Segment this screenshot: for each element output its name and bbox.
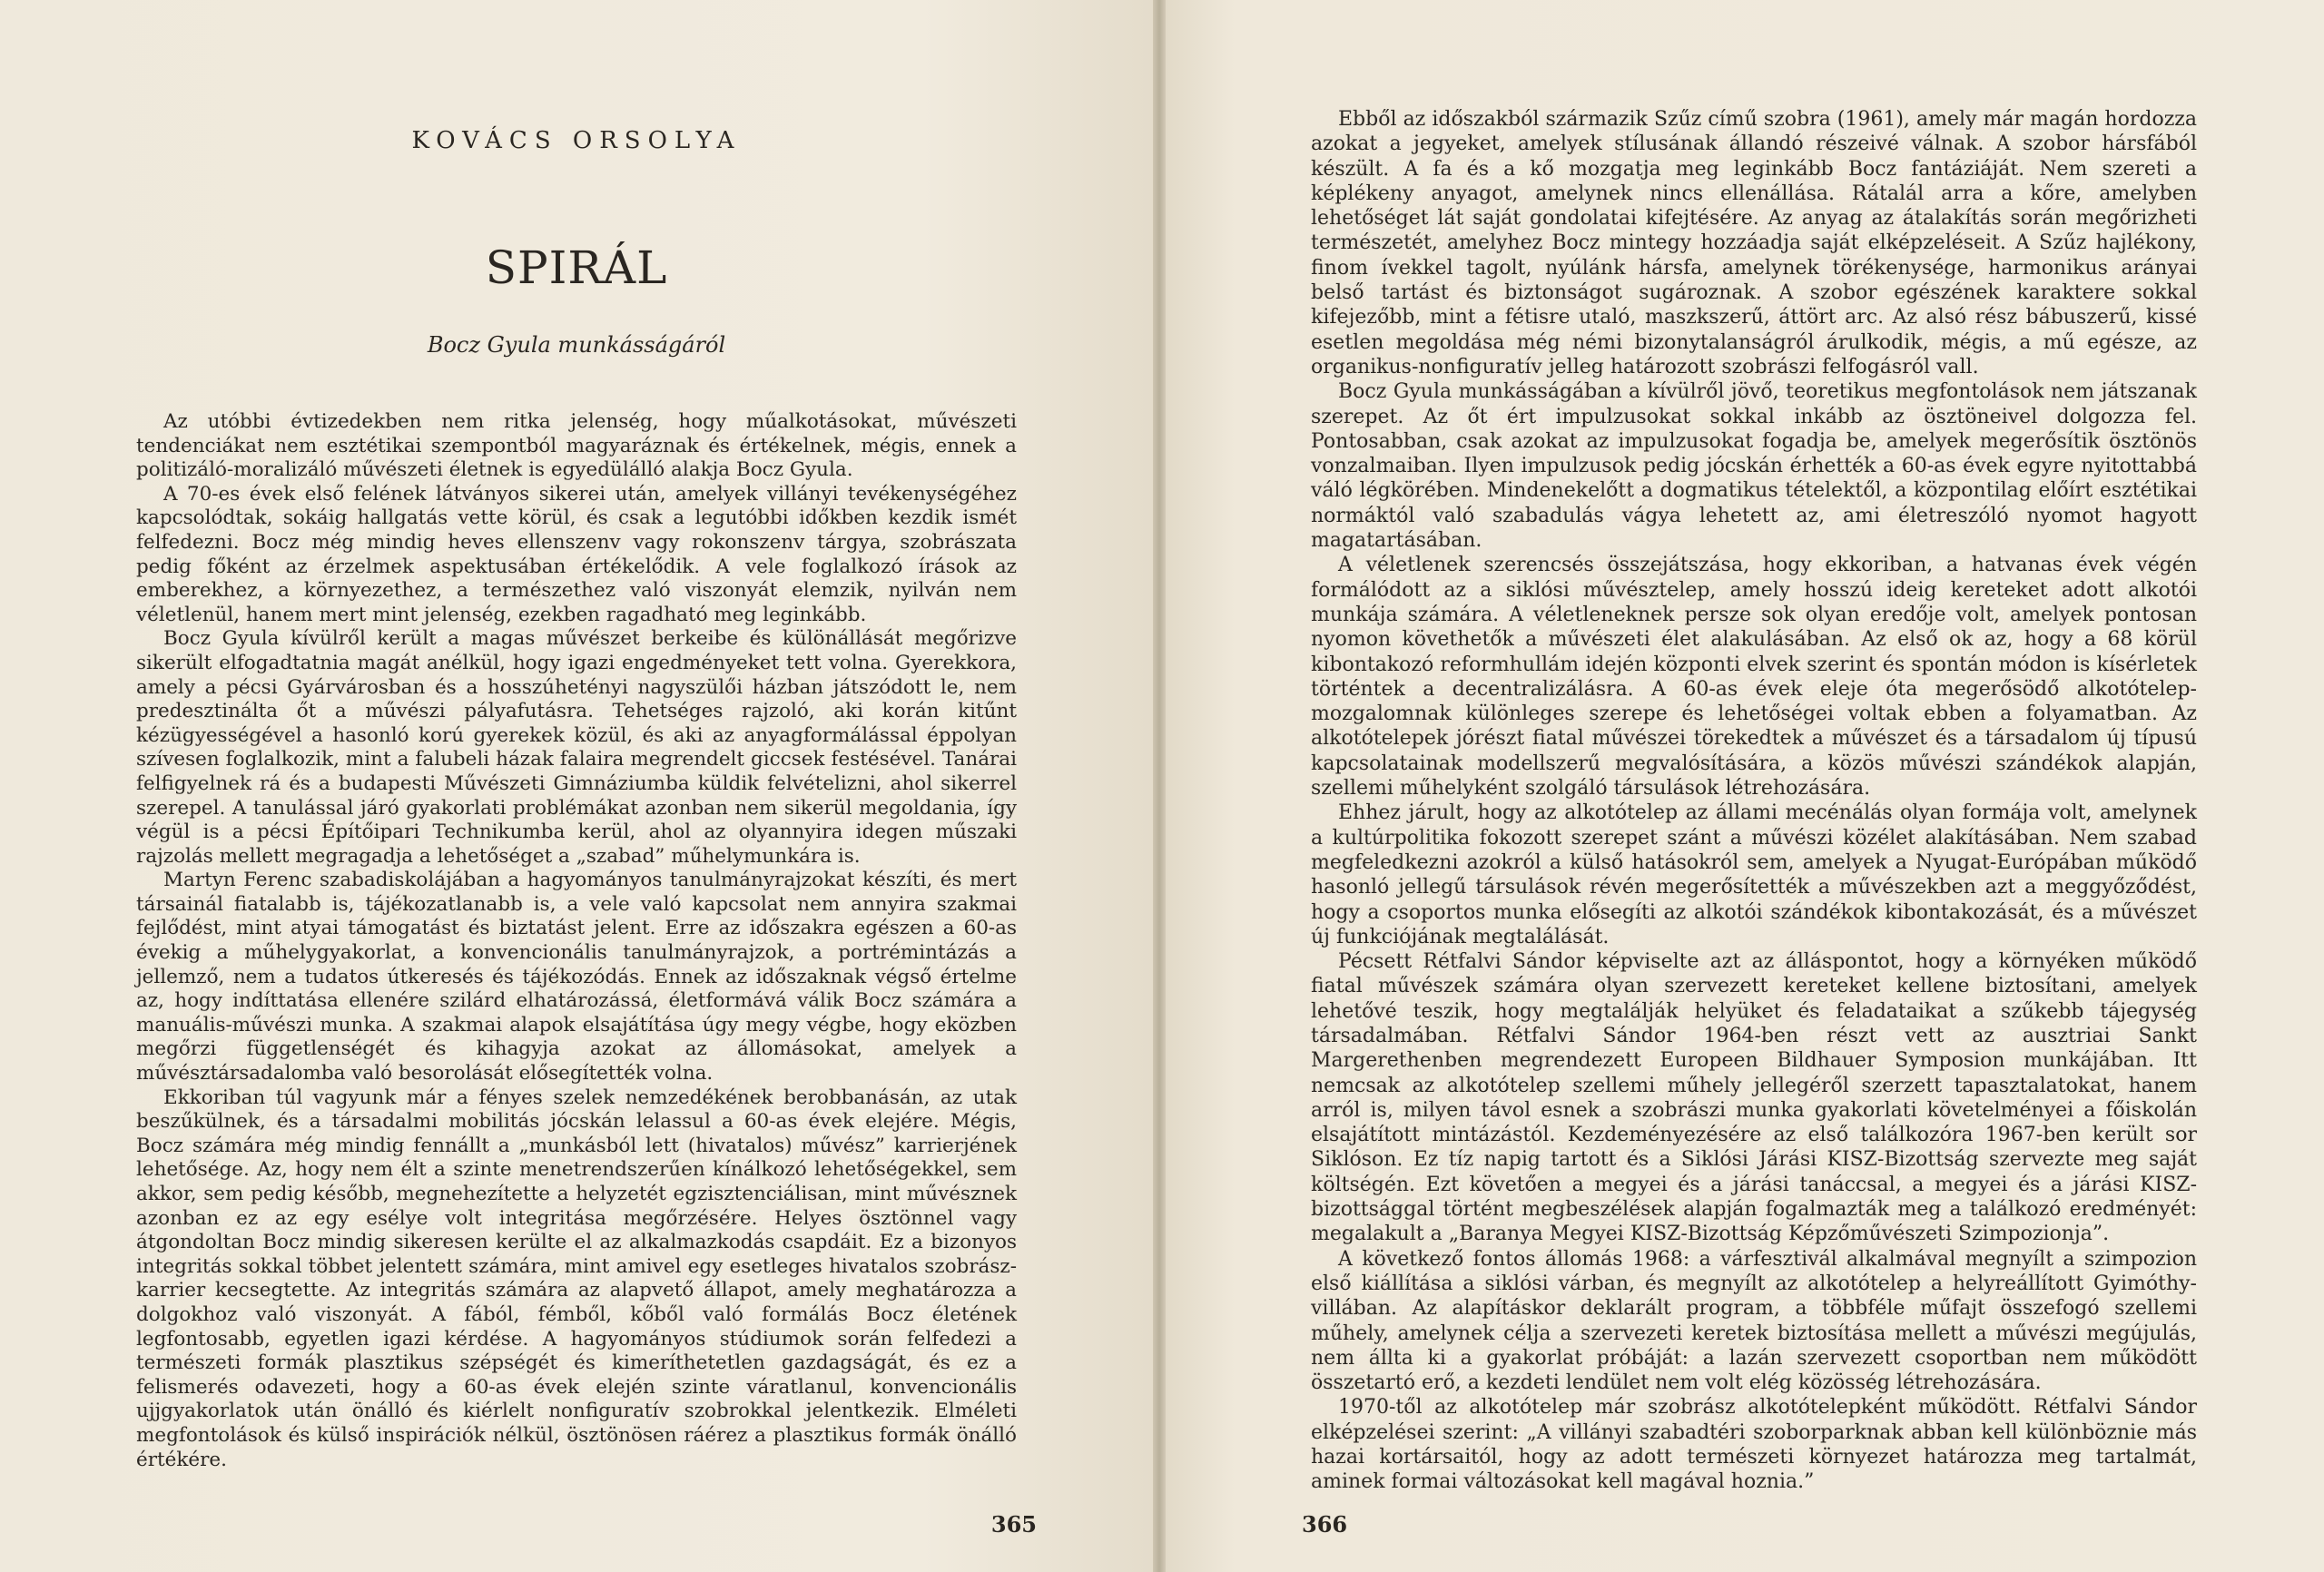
paragraph: A véletlenek szerencsés összejátszása, hogy ekkoriban, a hatvanas évek végén formálódott az a siklósi művésztelep, amely hosszú ideig kereteket adott alkotói munkája számára. A véletleneknek persze sok olyan eredője volt, amelyek pontosan nyomon követhetők a művészeti élet alakulásában. Az első ok az, hogy a 68 körül kibontakozó reformhullám idején központi elvek szerint és spontán módon is kísérletek történtek a decentralizálásra. A 60-as évek eleje óta megerősödő alkotótelep-mozgalomnak különleges szerepe és lehetőségei voltak ebben a folyamatban. Az alkotótelepek jórészt fiatal művészei törekedtek a művészet és a társadalom új típusú kapcsolatainak modellszerű megvalósítására, a közös művészi szándékok alapján, szellemi műhelyként szolgáló társulások létrehozására. <box>1311 554 2197 801</box>
paragraph: Pécsett Rétfalvi Sándor képviselte azt az álláspontot, hogy a környéken működő fiatal művészek számára olyan szervezett kereteket kellene biztosítani, amelyek lehetővé teszik, hogy megtalálják helyüket és feladataikat a szűkebb tájegység társadalmában. Rétfalvi Sándor 1964-ben részt vett az ausztriai Sankt Margerethenben megrendezett Europeen Bildhauer Symposion munkájában. Itt nemcsak az alkotótelep szellemi műhely jellegéről szerzett tapasztalatokat, hanem arról is, milyen távol esnek a szobrászi munka gyakorlati követelményei a főiskolán elsajátított mintázástól. Kezdeményezésére az első találkozóra 1967-ben került sor Siklóson. Ez tíz napig tartott és a Siklósi Járási KISZ-Bizottság szervezte meg saját költségén. Ezt követően a megyei és a járási tanáccsal, a megyei és a járási KISZ-bizottsággal történt megbeszélések alapján fogalmazták meg a találkozó eredményét: megalakult a „Baranya Megyei KISZ-Bizottság Képzőművészeti Szimpozionja”. <box>1311 950 2197 1246</box>
paragraph: 1970-től az alkotótelep már szobrász alkotótelepként működött. Rétfalvi Sándor elképzelései szerint: „A villányi szabadtéri szoborparknak abban kell különböznie más hazai kortársaitól, hogy az adott természeti környezet határozza meg tartalmát, aminek formai változásokat kell magával hoznia.” <box>1311 1396 2197 1494</box>
book-gutter <box>1153 0 1166 1572</box>
paragraph: A következő fontos állomás 1968: a várfesztivál alkalmával megnyílt a szimpozion első kiállítása a siklósi várban, és megnyílt az alkotótelep a helyreállított Gyimóthy-villában. Az alapításkor deklarált program, a többféle műfajt összefogó szellemi műhely, amelynek célja a szervezeti keretek biztosítása mellett a művészi megújulás, nem állta ki a gyakorlat próbáját: a lazán szervezett csoportban nem működött összetartó erő, a kezdeti lendület nem volt elég közösség létrehozására. <box>1311 1247 2197 1395</box>
left-body-text <box>136 410 1017 1472</box>
left-page <box>0 0 1153 1572</box>
paragraph: Bocz Gyula kívülről került a magas művészet berkeibe és különállását megőrizve sikerült elfogadtatnia magát anélkül, hogy igazi engedményeket tett volna. Gyerekkora, amely a pécsi Gyárvárosban és a hosszúhetényi nagyszülői házban játszódott le, nem predesztinálta őt a művészi pályafutásra. Tehetséges rajzoló, aki korán kitűnt kézügyességével a hasonló korú gyerekek közül, és aki az anyagformálással éppolyan szívesen foglalkozik, mint a falubeli házak falaira megrendelt giccsek festésével. Tanárai felfigyelnek rá és a budapesti Művészeti Gimnáziumba küldik felvételizni, ahol sikerrel szerepel. A tanulással járó gyakorlati problémákat azonban nem sikerül megoldania, így végül is a pécsi Építőipari Technikumba kerül, ahol az olyannyira idegen műszaki rajzolás mellett megragadja a lehetőséget a „szabad” műhelymunkára is. <box>136 627 1017 868</box>
paragraph: Martyn Ferenc szabadiskolájában a hagyományos tanulmányrajzokat készíti, és mert társainál fiatalabb is, tájékozatlanabb is, a vele való kapcsolat nem annyira szakmai fejlődést, mint atyai támogatást és biztatást jelent. Erre az időszakra egészen a 60-as évekig a műhelygyakorlat, a konvencionális tanulmányrajzok, a portrémintázás a jellemző, nem a tudatos útkeresés és tájékozódás. Ennek az időszaknak végső értelme az, hogy indíttatása ellenére szilárd elhatározássá, életformává válik Bocz számára a manuális-művészi munka. A szakmai alapok elsajátítása úgy megy végbe, hogy eközben megőrzi függetlenségét és kihagyja azokat az állomásokat, amelyek a művésztársadalomba való besorolását elősegítették volna. <box>136 869 1017 1086</box>
page-number-left: 365 <box>990 1511 1037 1538</box>
paragraph: Ebből az időszakból származik Szűz című szobra (1961), amely már magán hordozza azokat a jegyeket, amelyek stílusának állandó részeivé válnak. A szobor hársfából készült. A fa és a kő mozgatja meg leginkább Bocz fantáziáját. Nem szereti a képlékeny anyagot, amelynek nincs ellenállása. Rátalál arra a kőre, amelyben lehetőséget lát saját gondolatai kifejtésére. Az anyag az átalakítás során megőrizheti természetét, amelyhez Bocz mintegy hozzáadja saját elképzeléseit. A Szűz hajlékony, finom ívekkel tagolt, nyúlánk hársfa, amelynek törékenysége, harmonikus arányai belső tartást és biztonságot sugároznak. A szobor egészének karaktere sokkal kifejezőbb, mint a fétisre utaló, maszkszerű, áttört arc. Az alsó rész bábuszerű, kissé esetlen megoldása még némi bizonytalanságról árulkodik, mégis, a mű egésze, az organikus-nonfiguratív jelleg határozott szobrászi felfogásról vall. <box>1311 108 2197 378</box>
paragraph: A 70-es évek első felének látványos sikerei után, amelyek villányi tevékenységéhez kapcsolódtak, sokáig hallgatás vette körül, és csak a legutóbbi időkben kezdik ismét felfedezni. Bocz még mindig heves ellenszenv vagy rokonszenv tárgya, szobrászata pedig főként az érzelmek aspektusában értékelődik. A vele foglalkozó írások az emberekhez, a környezethez, a természethez való viszonyát elemzik, nyilván nem véletlenül, hanem mert mint jelenség, ezekben ragadható meg leginkább. <box>136 482 1017 626</box>
right-body-text <box>1311 107 2197 1495</box>
article-subtitle: Bocz Gyula munkásságáról <box>427 332 726 358</box>
right-page <box>1166 0 2324 1572</box>
paragraph: Ekkoriban túl vagyunk már a fényes szelek nemzedékének berobbanásán, az utak beszűkülnek, és a társadalmi mobilitás jócskán lelassul a 60-as évek elejére. Mégis, Bocz számára még mindig fennállt a „munkásból lett (hivatalos) művész” karrierjének lehetősége. Az, hogy nem élt a szinte menetrendszerűen kínálkozó lehetőségekkel, sem akkor, sem pedig később, megnehezítette a helyzetét egzisztenciálisan, mint művésznek azonban ez az egy esélye volt integritása megőrzésére. Helyes ösztönnel vagy átgondoltan Bocz mindig sikeresen kerülte el az alkalmazkodás csapdáit. Ez a bizonyos integritás sokkal többet jelentett számára, mint amivel egy esetleges hivatalos szobrász-karrier kecsegtette. Az integritás számára az alapvető állapot, amely meghatározza a dolgokhoz való viszonyát. A fából, fémből, kőből való formálás Bocz életének legfontosabb, egyetlen igazi kérdése. A hagyományos stúdiumok során felfedezi a természeti formák plasztikus szépségét és kimeríthetetlen gazdagságát, és ez a felismerés odavezeti, hogy a 60-as évek elején szinte váratlanul, konvencionális ujjgyakorlatok után önálló és kiérlelt nonfiguratív szobrokkal jelentkezik. Elméleti megfontolások és külső inspirációk nélkül, ösztönösen ráérez a plasztikus formák önálló értékére. <box>136 1086 1017 1471</box>
page-number-right: 366 <box>1302 1511 1348 1538</box>
article-title: SPIRÁL <box>485 241 668 294</box>
paragraph: Ehhez járult, hogy az alkotótelep az állami mecénálás olyan formája volt, amelynek a kultúrpolitika fokozott szerepet szánt a művészi közélet alakításában. Nem szabad megfeledkezni azokról a külső hatásokról sem, amelyek a Nyugat-Európában működő hasonló jellegű társulások révén megerősítették a művészekben azt a meggyőződést, hogy a csoportos munka elősegíti az alkotói szándékok kibontakozását, és a művészet új funkciójának megtalálását. <box>1311 801 2197 948</box>
paragraph: Az utóbbi évtizedekben nem ritka jelenség, hogy műalkotásokat, művészeti tendenciákat nem esztétikai szempontból magyaráznak és értékelnek, mégis, ennek a politizáló-moralizáló művészeti életnek is egyedülálló alakja Bocz Gyula. <box>136 410 1017 482</box>
author-name: KOVÁCS ORSOLYA <box>411 127 742 154</box>
paragraph: Bocz Gyula munkásságában a kívülről jövő, teoretikus megfontolások nem játszanak szerepet. Az őt ért impulzusokat sokkal inkább az ösztöneivel dolgozza fel. Pontosabban, csak azokat az impulzusokat fogadja be, amelyek megerősítik ösztönös vonzalmaiban. Ilyen impulzusok pedig jócskán érhették a 60-as évek egyre nyitottabbá váló légkörében. Mindenekelőtt a dogmatikus tételektől, a központilag előírt esztétikai normáktól való szabadulás vágya lehetett az, ami életreszóló nyomot hagyott magatartásában. <box>1311 380 2197 553</box>
